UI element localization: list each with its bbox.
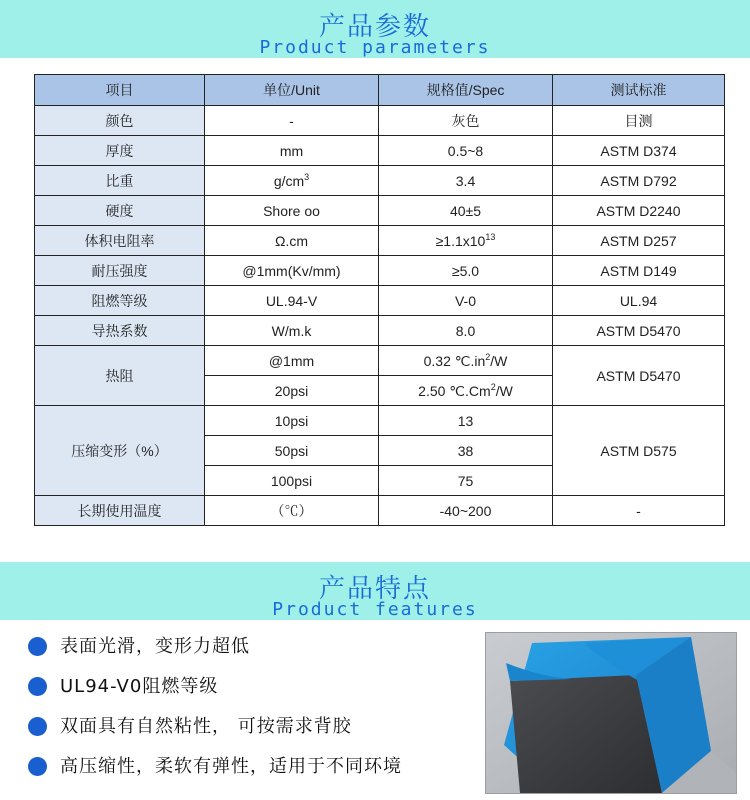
- row-item: 体积电阻率: [35, 226, 205, 256]
- table-header-row: [35, 75, 725, 106]
- row-standard: ASTM D792: [553, 166, 725, 196]
- row-unit: -: [205, 106, 379, 136]
- parameters-table: [34, 74, 725, 526]
- table-row: [35, 286, 725, 316]
- row-item: 耐压强度: [35, 256, 205, 286]
- row-unit: [205, 166, 379, 196]
- feature-item: [28, 712, 478, 752]
- row-standard: -: [553, 496, 725, 526]
- table-row: [35, 496, 725, 526]
- header-unit: 单位/Unit: [205, 75, 379, 106]
- row-spec: ≥5.0: [379, 256, 553, 286]
- spec-superscript: 13: [485, 231, 496, 242]
- thermal-pad-image: [486, 633, 736, 793]
- features-list: [28, 632, 478, 792]
- row-spec: -40~200: [379, 496, 553, 526]
- row-item: 热阻: [35, 346, 205, 406]
- row-unit: @1mm: [205, 346, 379, 376]
- row-spec: 75: [379, 466, 553, 496]
- table-row: [35, 256, 725, 286]
- row-standard: UL.94: [553, 286, 725, 316]
- row-spec: [379, 226, 553, 256]
- bullet-dot-icon: [28, 757, 47, 776]
- row-item: 比重: [35, 166, 205, 196]
- row-item: 导热系数: [35, 316, 205, 346]
- bullet-dot-icon: [28, 677, 47, 696]
- row-unit: 20psi: [205, 376, 379, 406]
- spec-suffix: /W: [490, 352, 508, 369]
- row-spec: 灰色: [379, 106, 553, 136]
- table-row: [35, 106, 725, 136]
- row-unit: @1mm(Kv/mm): [205, 256, 379, 286]
- row-spec: 0.5~8: [379, 136, 553, 166]
- row-unit: UL.94-V: [205, 286, 379, 316]
- features-title-zh: 产品特点: [318, 574, 431, 604]
- params-banner: [0, 0, 750, 58]
- bullet-dot-icon: [28, 637, 47, 656]
- row-standard: ASTM D149: [553, 256, 725, 286]
- spec-superscript: 2: [485, 351, 491, 362]
- row-unit: 10psi: [205, 406, 379, 436]
- feature-item: [28, 632, 478, 672]
- spec-text: 2.50 ℃.Cm: [418, 382, 491, 399]
- row-item: 颜色: [35, 106, 205, 136]
- params-title-zh: 产品参数: [318, 12, 431, 42]
- features-banner: [0, 562, 750, 620]
- spec-suffix: /W: [495, 382, 513, 399]
- row-standard: ASTM D257: [553, 226, 725, 256]
- row-unit: mm: [205, 136, 379, 166]
- table-row: [35, 346, 725, 376]
- row-spec: 38: [379, 436, 553, 466]
- feature-text: UL94-V0阻燃等级: [60, 676, 219, 697]
- feature-item: [28, 672, 478, 712]
- row-item: 长期使用温度: [35, 496, 205, 526]
- row-spec: [379, 346, 553, 376]
- row-item: 压缩变形（%）: [35, 406, 205, 496]
- unit-superscript: 3: [304, 171, 310, 182]
- header-spec: 规格值/Spec: [379, 75, 553, 106]
- row-unit: Ω.cm: [205, 226, 379, 256]
- row-item: 厚度: [35, 136, 205, 166]
- row-standard: ASTM D575: [553, 406, 725, 496]
- row-standard: 目测: [553, 106, 725, 136]
- product-photo: [485, 632, 737, 794]
- table-row: [35, 196, 725, 226]
- table-row: [35, 316, 725, 346]
- table-row: [35, 226, 725, 256]
- feature-text: 表面光滑，变形力超低: [60, 636, 250, 657]
- row-spec: 3.4: [379, 166, 553, 196]
- table-row: [35, 406, 725, 436]
- row-spec: 8.0: [379, 316, 553, 346]
- row-spec: 40±5: [379, 196, 553, 226]
- feature-text: 双面具有自然粘性， 可按需求背胶: [60, 716, 352, 737]
- row-item: 阻燃等级: [35, 286, 205, 316]
- bullet-dot-icon: [28, 717, 47, 736]
- row-spec: V-0: [379, 286, 553, 316]
- table-row: [35, 136, 725, 166]
- spec-superscript: 2: [490, 381, 496, 392]
- spec-text: ≥1.1x10: [435, 232, 486, 249]
- row-unit: Shore oo: [205, 196, 379, 226]
- row-unit: 100psi: [205, 466, 379, 496]
- feature-text: 高压缩性，柔软有弹性，适用于不同环境: [60, 756, 402, 777]
- features-title-en: Product features: [272, 599, 478, 620]
- row-spec: [379, 376, 553, 406]
- header-standard: 测试标准: [553, 75, 725, 106]
- table-row: [35, 166, 725, 196]
- row-item: 硬度: [35, 196, 205, 226]
- row-standard: ASTM D5470: [553, 316, 725, 346]
- row-unit: W/m.k: [205, 316, 379, 346]
- spec-text: 0.32 ℃.in: [423, 352, 486, 369]
- row-unit: （℃）: [205, 496, 379, 526]
- header-item: 项目: [35, 75, 205, 106]
- params-title-en: Product parameters: [259, 37, 491, 58]
- feature-item: [28, 752, 478, 792]
- row-unit: 50psi: [205, 436, 379, 466]
- row-spec: 13: [379, 406, 553, 436]
- row-standard: ASTM D374: [553, 136, 725, 166]
- row-standard: ASTM D5470: [553, 346, 725, 406]
- unit-text: g/cm: [273, 172, 305, 189]
- row-standard: ASTM D2240: [553, 196, 725, 226]
